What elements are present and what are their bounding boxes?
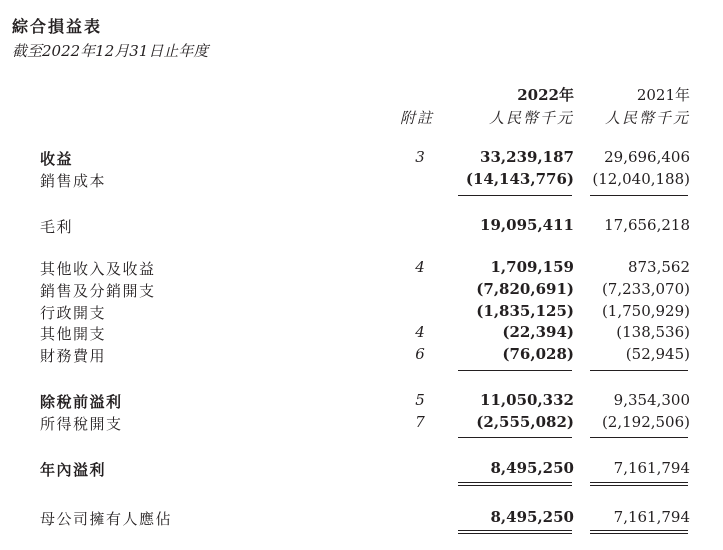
total-rule-2021 [590, 482, 688, 483]
row-note: 7 [415, 413, 425, 431]
row-value-2022: (76,028) [502, 345, 574, 363]
column-year-2021: 2021年 [636, 86, 690, 104]
row-value-2021: 7,161,794 [613, 459, 690, 477]
row-label: 其他開支 [40, 325, 107, 343]
row-value-2022: (2,555,082) [476, 413, 574, 431]
row-value-2021: 29,696,406 [604, 148, 690, 166]
subtotal-rule-2021 [590, 195, 688, 196]
row-value-2021: (7,233,070) [601, 280, 690, 298]
row-label: 毛利 [40, 218, 74, 236]
subtotal-rule-2021 [590, 437, 688, 438]
column-currency-2022: 人民幣千元 [488, 109, 574, 127]
statement-title: 綜合損益表 [12, 17, 103, 36]
row-value-2022: (7,820,691) [476, 280, 574, 298]
row-value-2022: 11,050,332 [480, 391, 574, 409]
row-note: 4 [415, 323, 425, 341]
total-rule-2021-double [590, 485, 688, 486]
column-year-2022: 2022年 [517, 86, 574, 104]
row-value-2022: 33,239,187 [480, 148, 574, 166]
column-note: 附註 [400, 109, 435, 127]
row-label: 所得稅開支 [40, 415, 123, 433]
row-value-2021: (138,536) [616, 323, 690, 341]
total-rule-2021-double [590, 533, 688, 534]
row-value-2021: 7,161,794 [613, 508, 690, 526]
subtotal-rule-2021 [590, 370, 688, 371]
row-note: 3 [415, 148, 425, 166]
row-value-2021: 9,354,300 [613, 391, 690, 409]
row-label: 財務費用 [40, 347, 107, 365]
row-label: 銷售及分銷開支 [40, 282, 156, 300]
row-note: 6 [415, 345, 425, 363]
column-currency-2021: 人民幣千元 [604, 109, 690, 127]
row-label: 除稅前溢利 [40, 393, 123, 411]
row-value-2021: 17,656,218 [604, 216, 690, 234]
row-value-2021: (12,040,188) [592, 170, 690, 188]
subtotal-rule-2022 [458, 195, 572, 196]
row-value-2022: 8,495,250 [490, 508, 574, 526]
row-value-2021: (1,750,929) [601, 302, 690, 320]
row-note: 4 [415, 258, 425, 276]
row-label: 母公司擁有人應佔 [40, 510, 173, 528]
subtotal-rule-2022 [458, 370, 572, 371]
total-rule-2022-double [458, 533, 572, 534]
subtotal-rule-2022 [458, 437, 572, 438]
total-rule-2021 [590, 530, 688, 531]
row-label: 銷售成本 [40, 172, 107, 190]
row-label: 行政開支 [40, 304, 107, 322]
row-value-2022: (1,835,125) [476, 302, 574, 320]
row-label: 其他收入及收益 [40, 260, 156, 278]
row-value-2022: 8,495,250 [490, 459, 574, 477]
total-rule-2022 [458, 530, 572, 531]
total-rule-2022 [458, 482, 572, 483]
row-label: 年內溢利 [40, 461, 107, 479]
row-value-2021: (52,945) [625, 345, 690, 363]
row-value-2021: (2,192,506) [601, 413, 690, 431]
statement-period: 截至2022年12月31日止年度 [12, 42, 209, 60]
row-value-2021: 873,562 [627, 258, 690, 276]
row-value-2022: (22,394) [502, 323, 574, 341]
row-value-2022: 1,709,159 [490, 258, 574, 276]
row-note: 5 [415, 391, 425, 409]
row-label: 收益 [40, 150, 74, 168]
total-rule-2022-double [458, 485, 572, 486]
row-value-2022: (14,143,776) [465, 170, 574, 188]
row-value-2022: 19,095,411 [480, 216, 574, 234]
